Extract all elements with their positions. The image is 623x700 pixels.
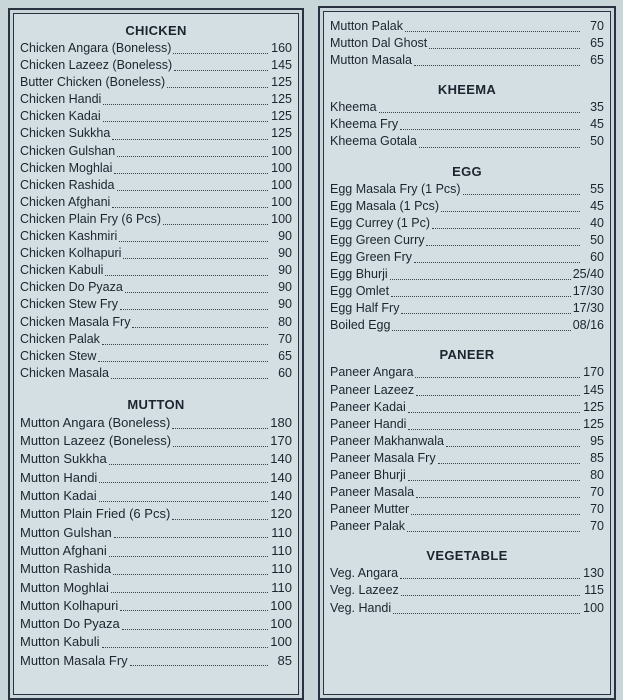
- menu-item-price: 110: [271, 561, 292, 577]
- menu-item: [20, 57, 292, 74]
- menu-item-price: 65: [590, 53, 604, 68]
- menu-item-price: 70: [590, 485, 604, 500]
- menu-item-name: Veg. Lazeez: [330, 583, 399, 598]
- menu-item: [20, 143, 292, 160]
- menu-item: [20, 160, 292, 177]
- menu-item-price: 125: [583, 399, 604, 414]
- dot-leader: [172, 428, 268, 429]
- menu-item-price: 50: [590, 232, 604, 247]
- menu-item: [330, 133, 604, 150]
- menu-item: [330, 99, 604, 116]
- menu-item-name: Egg Masala (1 Pcs): [330, 198, 440, 213]
- menu-item-price: 90: [278, 229, 292, 244]
- menu-item: [330, 317, 604, 334]
- dot-leader: [415, 377, 580, 378]
- dot-leader: [172, 519, 268, 520]
- dot-leader: [111, 592, 268, 593]
- menu-item: [20, 279, 292, 296]
- menu-item-name: Chicken Afghani: [20, 194, 111, 209]
- menu-item-price: 140: [270, 488, 292, 504]
- dot-leader: [400, 129, 580, 130]
- menu-item-name: Veg. Angara: [330, 566, 399, 581]
- menu-item: [20, 331, 292, 348]
- menu-item-price: 90: [278, 263, 292, 278]
- dot-leader: [408, 429, 580, 430]
- dot-leader: [411, 514, 580, 515]
- menu-item-name: Kheema: [330, 100, 377, 115]
- dot-leader: [379, 112, 580, 113]
- menu-item-name: Chicken Kolhapuri: [20, 246, 122, 261]
- menu-item-price: 80: [278, 314, 292, 329]
- menu-item: [20, 108, 292, 125]
- menu-item-name: Mutton Handi: [20, 469, 98, 485]
- menu-item-name: Veg. Handi: [330, 600, 392, 615]
- menu-item-price: 170: [583, 365, 604, 380]
- menu-item-name: Mutton Plain Fried (6 Pcs): [20, 506, 171, 522]
- menu-item-name: Chicken Masala Fry: [20, 314, 131, 329]
- dot-leader: [167, 87, 268, 88]
- menu-item: [20, 296, 292, 313]
- dot-leader: [401, 313, 570, 314]
- dot-leader: [114, 537, 268, 538]
- menu-item-price: 110: [271, 579, 292, 595]
- menu-item: [20, 245, 292, 262]
- menu-item: [20, 125, 292, 142]
- menu-item-price: 85: [277, 652, 292, 668]
- menu-item: [330, 52, 604, 69]
- dot-leader: [429, 48, 580, 49]
- dot-leader: [401, 595, 580, 596]
- menu-item: [330, 249, 604, 266]
- menu-item-name: Chicken Sukkha: [20, 126, 111, 141]
- menu-item-name: Boiled Egg: [330, 318, 391, 333]
- dot-leader: [109, 464, 268, 465]
- menu-item: [20, 542, 292, 560]
- menu-item-name: Chicken Do Pyaza: [20, 280, 123, 295]
- menu-item-price: 145: [271, 58, 292, 73]
- menu-item-price: 180: [270, 414, 292, 430]
- menu-item-name: Mutton Afghani: [20, 542, 107, 558]
- menu-item-name: Mutton Rashida: [20, 561, 112, 577]
- section-title-egg: EGG: [452, 163, 482, 179]
- dot-leader: [408, 412, 580, 413]
- menu-item-name: Paneer Masala Fry: [330, 450, 436, 465]
- menu-item: [20, 365, 292, 382]
- menu-item-price: 70: [590, 19, 604, 33]
- menu-item-price: 90: [278, 297, 292, 312]
- menu-item: [20, 74, 292, 91]
- dot-leader: [446, 446, 580, 447]
- menu-item-name: Kheema Fry: [330, 117, 399, 132]
- menu-item: [330, 399, 604, 416]
- menu-item-name: Mutton Kabuli: [20, 634, 100, 650]
- menu-item-price: 125: [271, 92, 292, 107]
- menu-item: [20, 524, 292, 542]
- dot-leader: [119, 241, 268, 242]
- dot-leader: [112, 139, 268, 140]
- menu-item-price: 125: [583, 416, 604, 431]
- menu-item: [20, 652, 292, 670]
- menu-item: [20, 314, 292, 331]
- section-title-vegetable: VEGETABLE: [426, 548, 508, 564]
- vegetable-list: [330, 565, 604, 616]
- menu-item-price: 45: [590, 117, 604, 132]
- dot-leader: [103, 104, 268, 105]
- menu-item-name: Paneer Palak: [330, 519, 406, 534]
- menu-column-left: [8, 8, 304, 700]
- menu-item: [20, 469, 292, 487]
- menu-item-name: Chicken Handi: [20, 92, 102, 107]
- dot-leader: [173, 446, 268, 447]
- menu-item-name: Chicken Stew Fry: [20, 297, 118, 312]
- menu-item-name: Chicken Angara (Boneless): [20, 41, 172, 55]
- menu-item: [20, 228, 292, 245]
- menu-item-name: Egg Bhurji: [330, 267, 388, 282]
- dot-leader: [391, 296, 571, 297]
- dot-leader: [392, 330, 570, 331]
- menu-item-price: 145: [583, 382, 604, 397]
- dot-leader: [426, 245, 580, 246]
- dot-leader: [99, 501, 268, 502]
- menu-item-price: 125: [271, 109, 292, 124]
- dot-leader: [117, 190, 269, 191]
- menu-item-name: Paneer Makhanwala: [330, 433, 444, 448]
- menu-item: [330, 582, 604, 599]
- dot-leader: [120, 610, 268, 611]
- menu-item-name: Mutton Do Pyaza: [20, 616, 120, 632]
- menu-item-price: 110: [271, 524, 292, 540]
- menu-item: [330, 416, 604, 433]
- paneer-list: [330, 364, 604, 535]
- mutton-list: [20, 414, 292, 670]
- menu-item-name: Chicken Kadai: [20, 109, 101, 124]
- menu-item: [20, 505, 292, 523]
- dot-leader: [132, 327, 268, 328]
- menu-item: [20, 414, 292, 432]
- menu-item-name: Egg Masala Fry (1 Pcs): [330, 181, 461, 196]
- menu-item: [20, 615, 292, 633]
- menu-item-name: Chicken Rashida: [20, 177, 115, 192]
- menu-item-name: Mutton Masala: [330, 53, 412, 68]
- menu-item: [20, 211, 292, 228]
- dot-leader: [112, 207, 268, 208]
- menu-item-price: 70: [590, 502, 604, 517]
- menu-item-name: Mutton Palak: [330, 19, 403, 33]
- dot-leader: [125, 292, 268, 293]
- menu-item: [330, 501, 604, 518]
- dot-leader: [393, 613, 580, 614]
- menu-item-price: 120: [270, 506, 292, 522]
- chicken-list: [20, 40, 292, 382]
- menu-item-name: Chicken Plain Fry (6 Pcs): [20, 211, 162, 226]
- menu-item-name: Chicken Gulshan: [20, 143, 116, 158]
- menu-item: [330, 215, 604, 232]
- menu-item-price: 100: [271, 160, 292, 175]
- menu-item: [330, 600, 604, 617]
- menu-item-price: 100: [583, 600, 604, 615]
- menu-item-price: 125: [271, 126, 292, 141]
- menu-item-name: Mutton Kadai: [20, 488, 97, 504]
- menu-item-price: 125: [271, 75, 292, 90]
- menu-item-name: Egg Omlet: [330, 284, 390, 299]
- menu-item-name: Paneer Handi: [330, 416, 407, 431]
- menu-item: [330, 467, 604, 484]
- menu-item: [330, 35, 604, 52]
- menu-item: [20, 487, 292, 505]
- menu-item: [20, 194, 292, 211]
- menu-item-price: 100: [270, 616, 292, 632]
- section-title-chicken: CHICKEN: [125, 23, 187, 38]
- menu-item: [330, 266, 604, 283]
- kheema-list: [330, 99, 604, 150]
- dot-leader: [400, 578, 580, 579]
- dot-leader: [111, 378, 268, 379]
- menu-item-name: Mutton Angara (Boneless): [20, 414, 171, 430]
- menu-item: [20, 432, 292, 450]
- menu-item: [330, 300, 604, 317]
- menu-item-name: Chicken Kabuli: [20, 263, 104, 278]
- section-title-kheema: KHEEMA: [437, 82, 497, 98]
- menu-item-price: 100: [271, 143, 292, 158]
- menu-item: [330, 198, 604, 215]
- menu-item-name: Chicken Palak: [20, 331, 100, 346]
- dot-leader: [123, 258, 268, 259]
- menu-item-price: 35: [590, 100, 604, 115]
- menu-item-price: 60: [590, 249, 604, 264]
- dot-leader: [163, 224, 268, 225]
- dot-leader: [407, 531, 580, 532]
- dot-leader: [174, 70, 268, 71]
- dot-leader: [416, 395, 580, 396]
- menu-item-name: Mutton Sukkha: [20, 451, 107, 467]
- menu-item-price: 100: [271, 177, 292, 192]
- dot-leader: [438, 463, 580, 464]
- dot-leader: [103, 121, 268, 122]
- menu-item-name: Kheema Gotala: [330, 134, 417, 149]
- dot-leader: [130, 665, 268, 666]
- menu-item: [20, 633, 292, 651]
- menu-item-name: Egg Green Fry: [330, 249, 412, 264]
- menu-item-name: Mutton Dal Ghost: [330, 36, 428, 51]
- menu-item-price: 140: [270, 451, 292, 467]
- dot-leader: [441, 211, 580, 212]
- dot-leader: [405, 31, 580, 32]
- menu-item: [330, 565, 604, 582]
- menu-item-price: 90: [278, 280, 292, 295]
- menu-item-price: 55: [590, 181, 604, 196]
- menu-item-price: 160: [271, 41, 292, 55]
- menu-item: [330, 450, 604, 467]
- menu-item: [330, 232, 604, 249]
- menu-item-price: 70: [590, 519, 604, 534]
- dot-leader: [113, 574, 268, 575]
- menu-item-price: 50: [590, 134, 604, 149]
- menu-item-price: 140: [270, 469, 292, 485]
- menu-item-price: 65: [278, 348, 292, 363]
- menu-item-price: 115: [584, 583, 604, 598]
- menu-item-name: Butter Chicken (Boneless): [20, 75, 166, 90]
- menu-item-name: Chicken Kashmiri: [20, 229, 118, 244]
- menu-item-name: Egg Half Fry: [330, 301, 400, 316]
- dot-leader: [390, 279, 571, 280]
- menu-item-price: 60: [278, 365, 292, 380]
- dot-leader: [102, 344, 268, 345]
- dot-leader: [105, 275, 268, 276]
- menu-item: [20, 177, 292, 194]
- dot-leader: [463, 194, 580, 195]
- menu-item-price: 08/16: [572, 318, 604, 333]
- egg-list: [330, 181, 604, 335]
- menu-item-price: 100: [271, 194, 292, 209]
- menu-column-right: [318, 6, 616, 700]
- section-title-paneer: PANEER: [439, 347, 495, 363]
- dot-leader: [432, 228, 580, 229]
- menu-item-price: 100: [270, 634, 292, 650]
- menu-item: [20, 560, 292, 578]
- menu-item-price: 95: [590, 433, 604, 448]
- section-title-mutton: MUTTON: [127, 396, 185, 412]
- menu-item-price: 90: [278, 246, 292, 261]
- menu-item-name: Mutton Lazeez (Boneless): [20, 433, 172, 449]
- menu-item-price: 25/40: [572, 267, 604, 282]
- menu-item-name: Paneer Bhurji: [330, 467, 406, 482]
- menu-item-name: Chicken Masala: [20, 365, 109, 380]
- menu-item-name: Egg Green Curry: [330, 232, 425, 247]
- menu-item: [20, 348, 292, 365]
- menu-item: [330, 18, 604, 35]
- mutton-continued-list: [330, 18, 604, 69]
- dot-leader: [408, 480, 580, 481]
- menu-item: [330, 364, 604, 381]
- menu-item: [20, 40, 292, 57]
- dot-leader: [419, 147, 580, 148]
- dot-leader: [120, 309, 268, 310]
- menu-item-price: 45: [590, 198, 604, 213]
- menu-item-name: Mutton Kolhapuri: [20, 597, 119, 613]
- menu-item-price: 40: [590, 215, 604, 230]
- menu-item: [330, 283, 604, 300]
- menu-item-name: Paneer Masala: [330, 485, 415, 500]
- menu-item: [330, 433, 604, 450]
- menu-item-price: 17/30: [572, 301, 604, 316]
- dot-leader: [122, 629, 268, 630]
- dot-leader: [99, 482, 268, 483]
- menu-item: [330, 181, 604, 198]
- menu-item: [330, 116, 604, 133]
- dot-leader: [114, 173, 268, 174]
- menu-item-price: 170: [270, 433, 292, 449]
- menu-item-price: 65: [590, 36, 604, 51]
- menu-item-price: 70: [278, 331, 292, 346]
- dot-leader: [117, 156, 268, 157]
- menu-item-name: Chicken Moghlai: [20, 160, 113, 175]
- menu-item: [330, 484, 604, 501]
- menu-item: [20, 597, 292, 615]
- dot-leader: [416, 497, 580, 498]
- menu-item: [20, 450, 292, 468]
- dot-leader: [173, 53, 268, 54]
- dot-leader: [102, 647, 269, 648]
- menu-item-name: Chicken Stew: [20, 348, 97, 363]
- menu-item-name: Mutton Masala Fry: [20, 652, 128, 668]
- menu-item-price: 100: [271, 211, 292, 226]
- menu-item-name: Paneer Lazeez: [330, 382, 415, 397]
- menu-item-name: Egg Currey (1 Pc): [330, 215, 431, 230]
- menu-item-price: 80: [590, 467, 604, 482]
- menu-item-price: 17/30: [572, 284, 604, 299]
- menu-item-name: Mutton Gulshan: [20, 524, 112, 540]
- menu-item-name: Mutton Moghlai: [20, 579, 109, 595]
- menu-item-name: Paneer Kadai: [330, 399, 406, 414]
- menu-item-name: Paneer Mutter: [330, 502, 410, 517]
- menu-item: [20, 579, 292, 597]
- menu-item: [20, 91, 292, 108]
- menu-item-price: 130: [583, 566, 604, 581]
- menu-item-name: Paneer Angara: [330, 365, 414, 380]
- menu-item-name: Chicken Lazeez (Boneless): [20, 58, 173, 73]
- menu-item-price: 100: [270, 597, 292, 613]
- menu-item: [330, 382, 604, 399]
- menu-item: [20, 262, 292, 279]
- menu-item-price: 85: [590, 450, 604, 465]
- dot-leader: [98, 361, 268, 362]
- menu-item-price: 110: [271, 542, 292, 558]
- dot-leader: [109, 556, 268, 557]
- dot-leader: [414, 65, 580, 66]
- menu-item: [330, 518, 604, 535]
- dot-leader: [414, 262, 580, 263]
